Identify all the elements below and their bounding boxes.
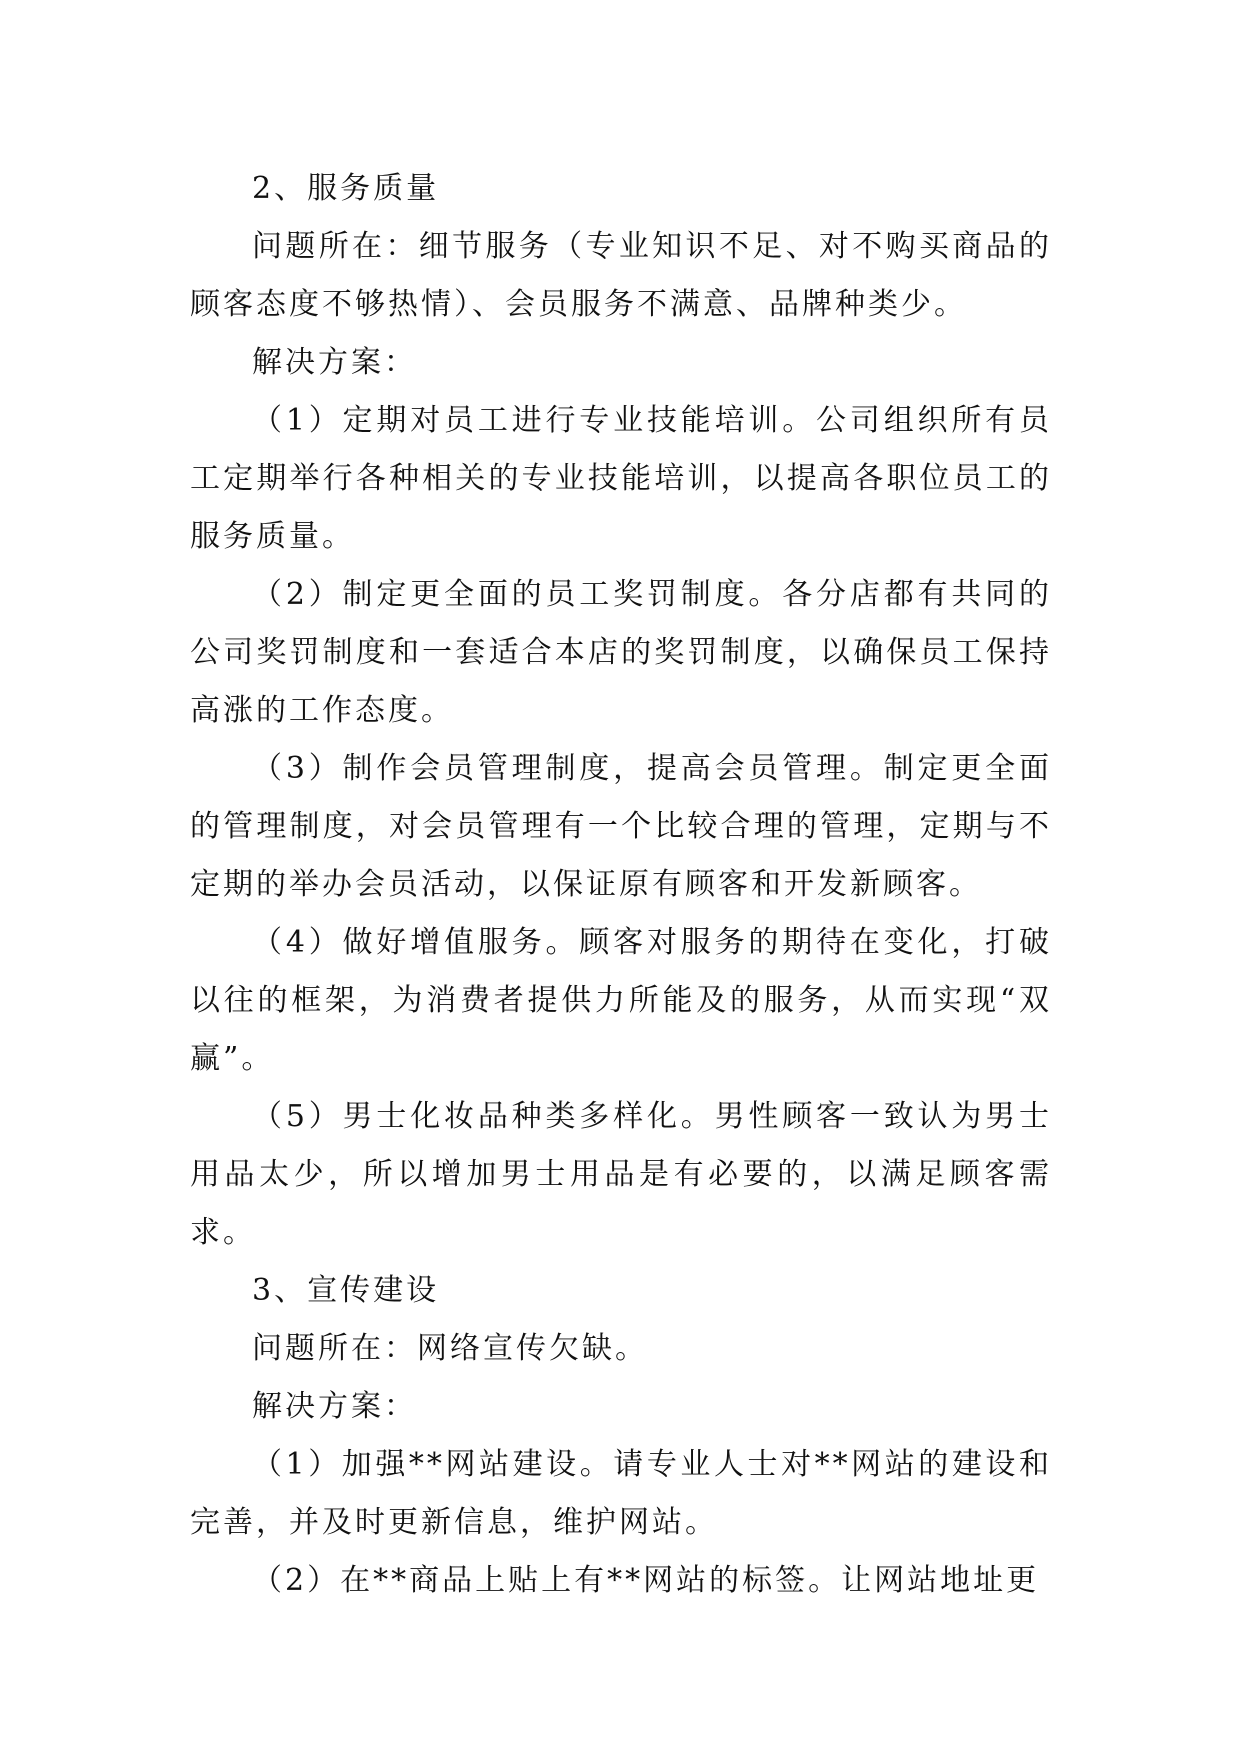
paragraph-problem: 问题所在：细节服务（专业知识不足、对不购买商品的顾客态度不够热情）、会员服务不满意、品牌种类少。 xyxy=(190,229,1052,322)
paragraph-problem-promotion: 问题所在：网络宣传欠缺。 xyxy=(252,1331,648,1366)
section-heading-promotion: 3、宣传建设 xyxy=(252,1273,440,1308)
paragraph-promotion-solution-2: （2）在**商品上贴上有**网站的标签。让网站地址更 xyxy=(252,1563,1040,1598)
paragraph-solution-2: （2）制定更全面的员工奖罚制度。各分店都有共同的公司奖罚制度和一套适合本店的奖罚制度，以确保员工保持高涨的工作态度。 xyxy=(190,577,1052,728)
paragraph-solution-label: 解决方案： xyxy=(252,345,417,380)
paragraph-solution-3: （3）制作会员管理制度，提高会员管理。制定更全面的管理制度，对会员管理有一个比较合理的管理，定期与不定期的举办会员活动，以保证原有顾客和开发新顾客。 xyxy=(190,751,1052,902)
paragraph-solution-label-promotion: 解决方案： xyxy=(252,1389,417,1424)
section-heading-service-quality: 2、服务质量 xyxy=(252,171,440,206)
paragraph-solution-5: （5）男士化妆品种类多样化。男性顾客一致认为男士用品太少，所以增加男士用品是有必要的，以满足顾客需求。 xyxy=(190,1099,1052,1250)
paragraph-promotion-solution-1: （1）加强**网站建设。请专业人士对**网站的建设和完善，并及时更新信息，维护网站。 xyxy=(190,1447,1052,1540)
paragraph-solution-1: （1）定期对员工进行专业技能培训。公司组织所有员工定期举行各种相关的专业技能培训，以提高各职位员工的服务质量。 xyxy=(190,403,1052,554)
document-body xyxy=(190,160,1052,1610)
paragraph-solution-4: （4）做好增值服务。顾客对服务的期待在变化，打破以往的框架，为消费者提供力所能及的服务，从而实现“双赢”。 xyxy=(190,925,1052,1076)
